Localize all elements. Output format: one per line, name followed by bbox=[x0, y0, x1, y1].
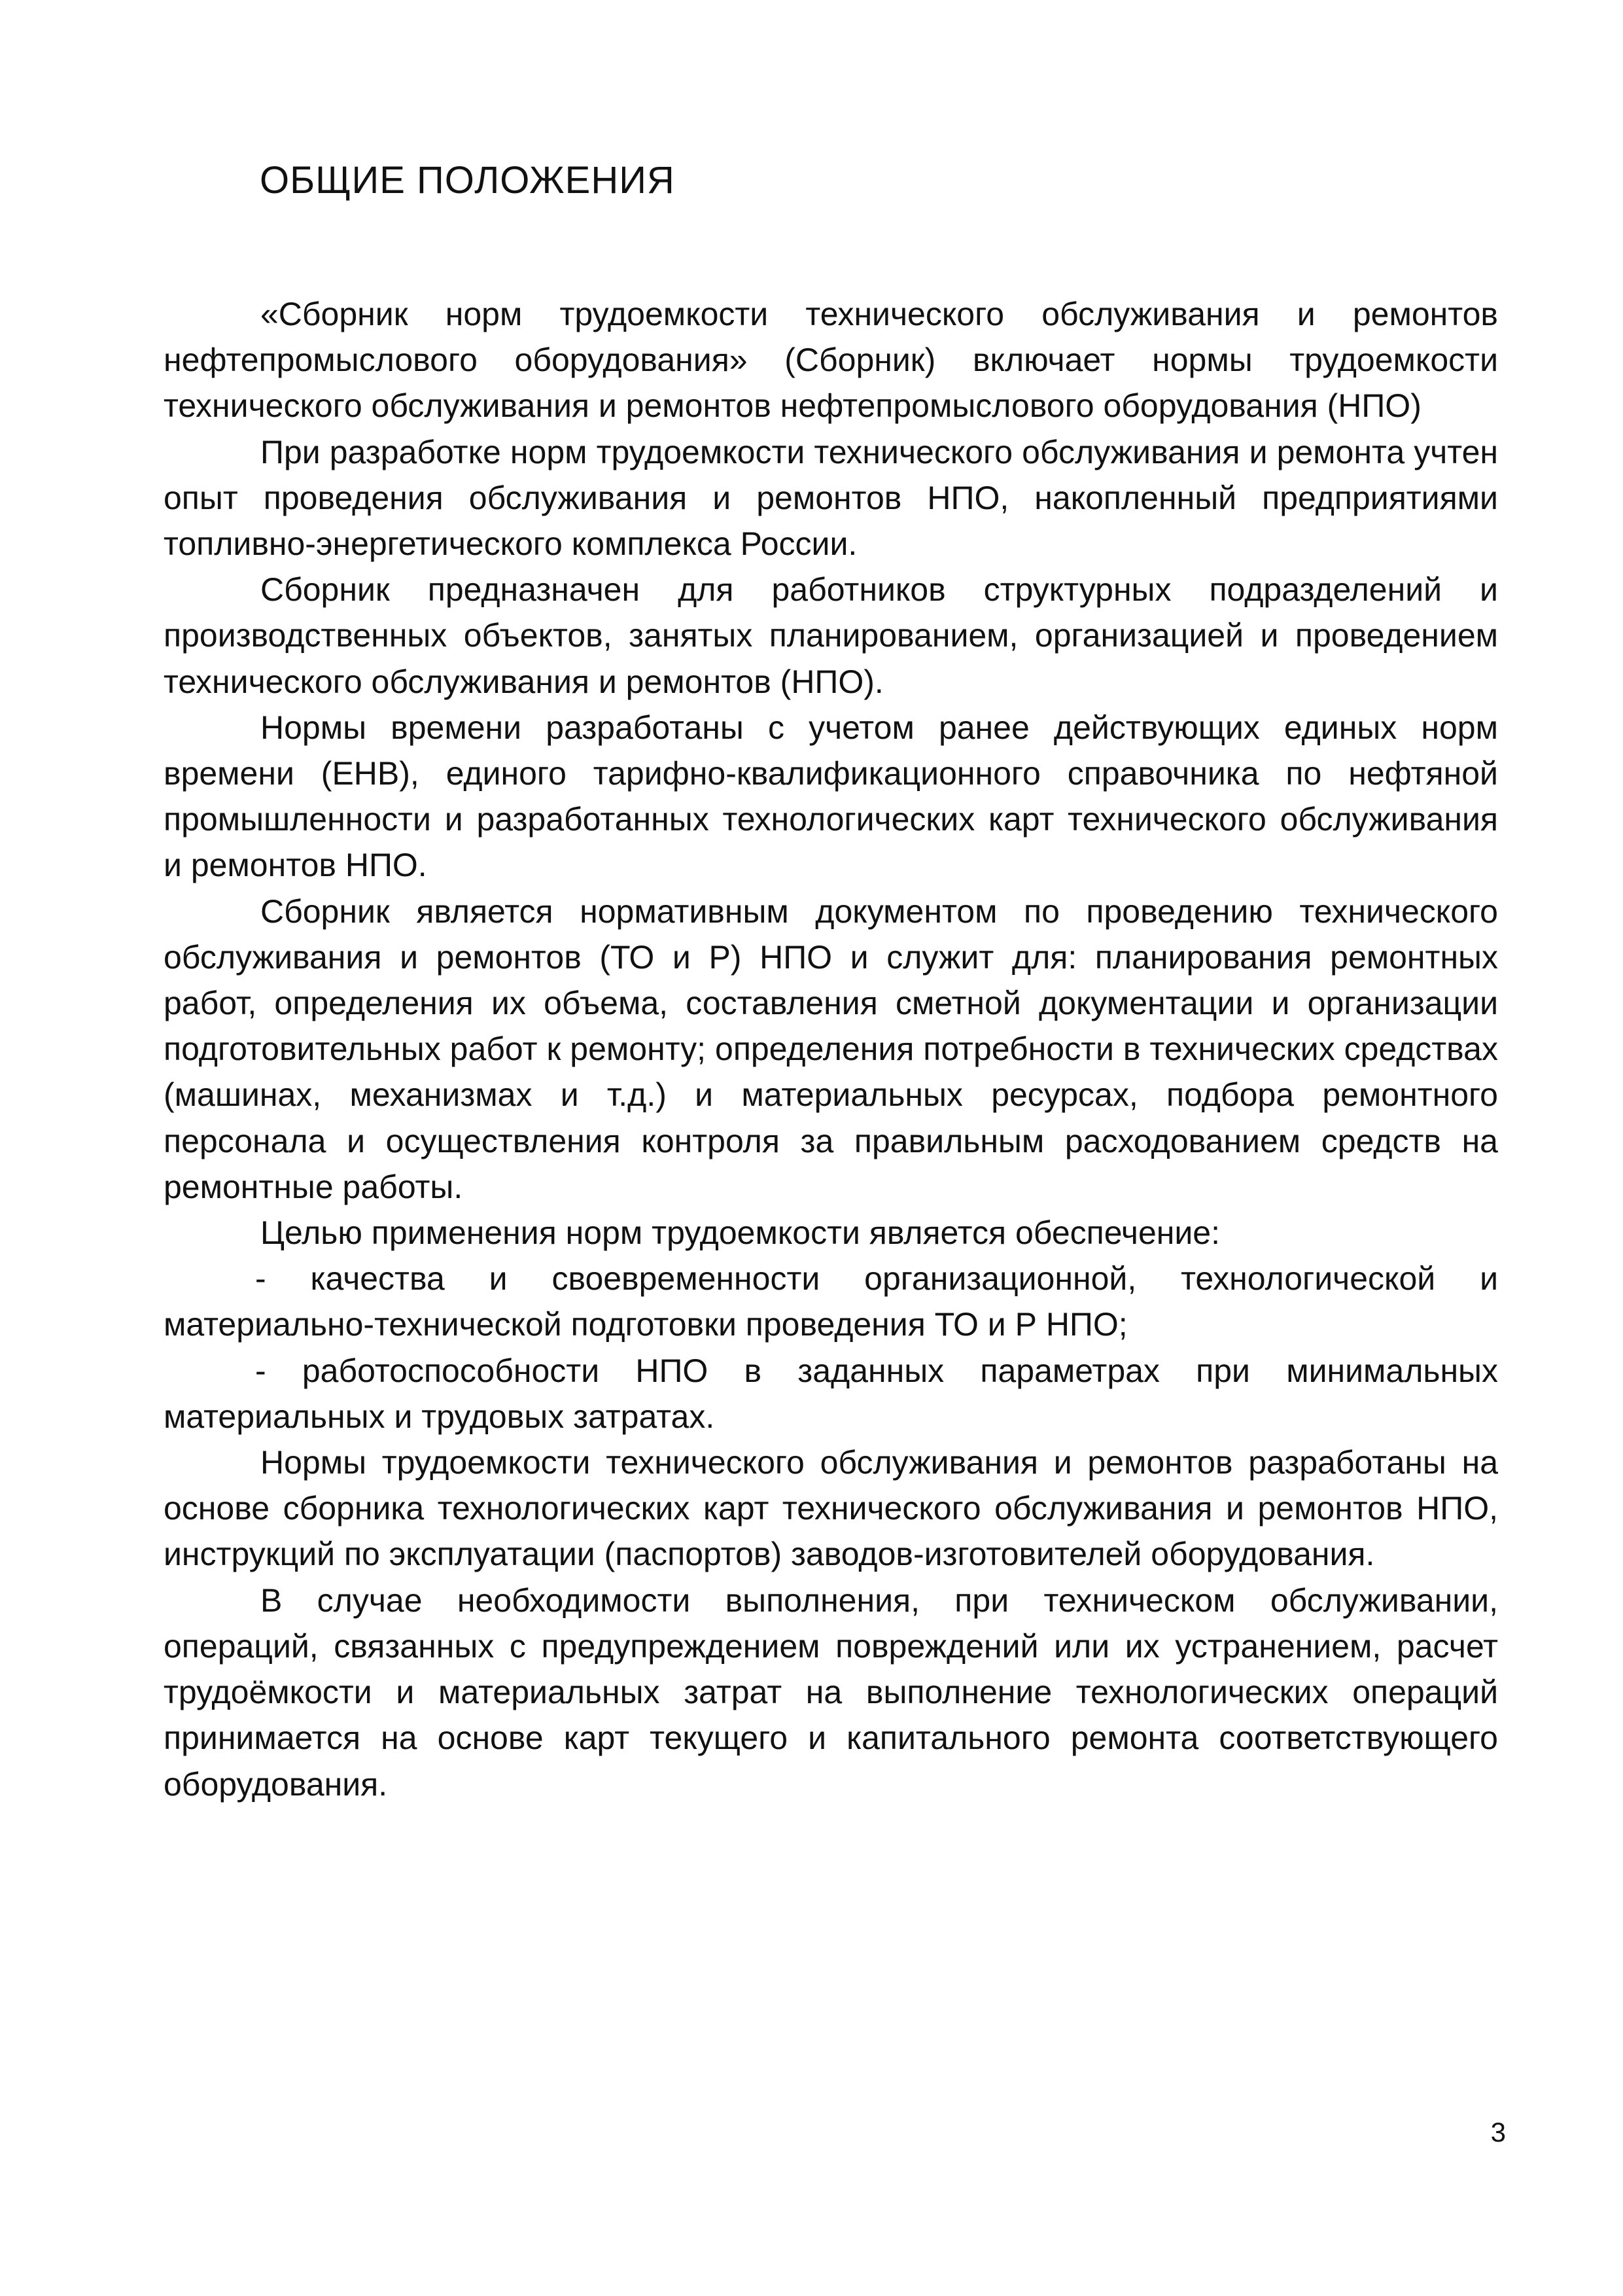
paragraph-purpose: Сборник является нормативным документом по проведению технического обслуживания и ремонтов (ТО и Р) НПО и служит для: планирования ремонтных работ, определения их объема, составления сметной документации и организации подготовительных работ к ремонту; определения потребности в технических средствах (машинах, механизмах и т.д.) и материальных ресурсах, подбора ремонтного персонала и осуществления контроля за правильным расходованием средств на ремонтные работы. bbox=[164, 892, 1498, 1205]
paragraph-development: Нормы трудоемкости технического обслуживания и ремонтов разработаны на основе сборника технологических карт технического обслуживания и ремонтов НПО, инструкций по эксплуатации (паспортов) заводов-изготовителей оборудования. bbox=[164, 1444, 1498, 1573]
body-text bbox=[164, 291, 1498, 1807]
paragraph-intro: «Сборник норм трудоемкости технического обслуживания и ремонтов нефтепромыслового оборудования» (Сборник) включает нормы трудоемкости технического обслуживания и ремонтов нефтепромыслового оборудования (НПО) bbox=[164, 296, 1498, 425]
list-item-operability: - работоспособности НПО в заданных параметрах при минимальных материальных и трудовых затратах. bbox=[164, 1352, 1498, 1435]
page-number: 3 bbox=[1490, 2117, 1506, 2147]
paragraph-repairs: В случае необходимости выполнения, при техническом обслуживании, операций, связанных с предупреждением повреждений или их устранением, расчет трудоёмкости и материальных затрат на выполнение технологических операций принимается на основе карт текущего и капитального ремонта соответствующего оборудования. bbox=[164, 1581, 1498, 1803]
paragraph-norms-basis: Нормы времени разработаны с учетом ранее действующих единых норм времени (ЕНВ), единого тарифно-квалификационного справочника по нефтяной промышленности и разработанных технологических карт технического обслуживания и ремонтов НПО. bbox=[164, 709, 1498, 884]
paragraph-audience: Сборник предназначен для работников структурных подразделений и производственных объектов, занятых планированием, организацией и проведением технического обслуживания и ремонтов (НПО). bbox=[164, 571, 1498, 700]
paragraph-experience: При разработке норм трудоемкости технического обслуживания и ремонта учтен опыт проведения обслуживания и ремонтов НПО, накопленный предприятиями топливно-энергетического комплекса России. bbox=[164, 433, 1498, 563]
section-heading: ОБЩИЕ ПОЛОЖЕНИЯ bbox=[260, 159, 675, 202]
paragraph-goal: Целью применения норм трудоемкости является обеспечение: bbox=[260, 1214, 1220, 1252]
list-item-quality: - качества и своевременности организационной, технологической и материально-технической подготовки проведения ТО и Р НПО; bbox=[164, 1260, 1498, 1343]
